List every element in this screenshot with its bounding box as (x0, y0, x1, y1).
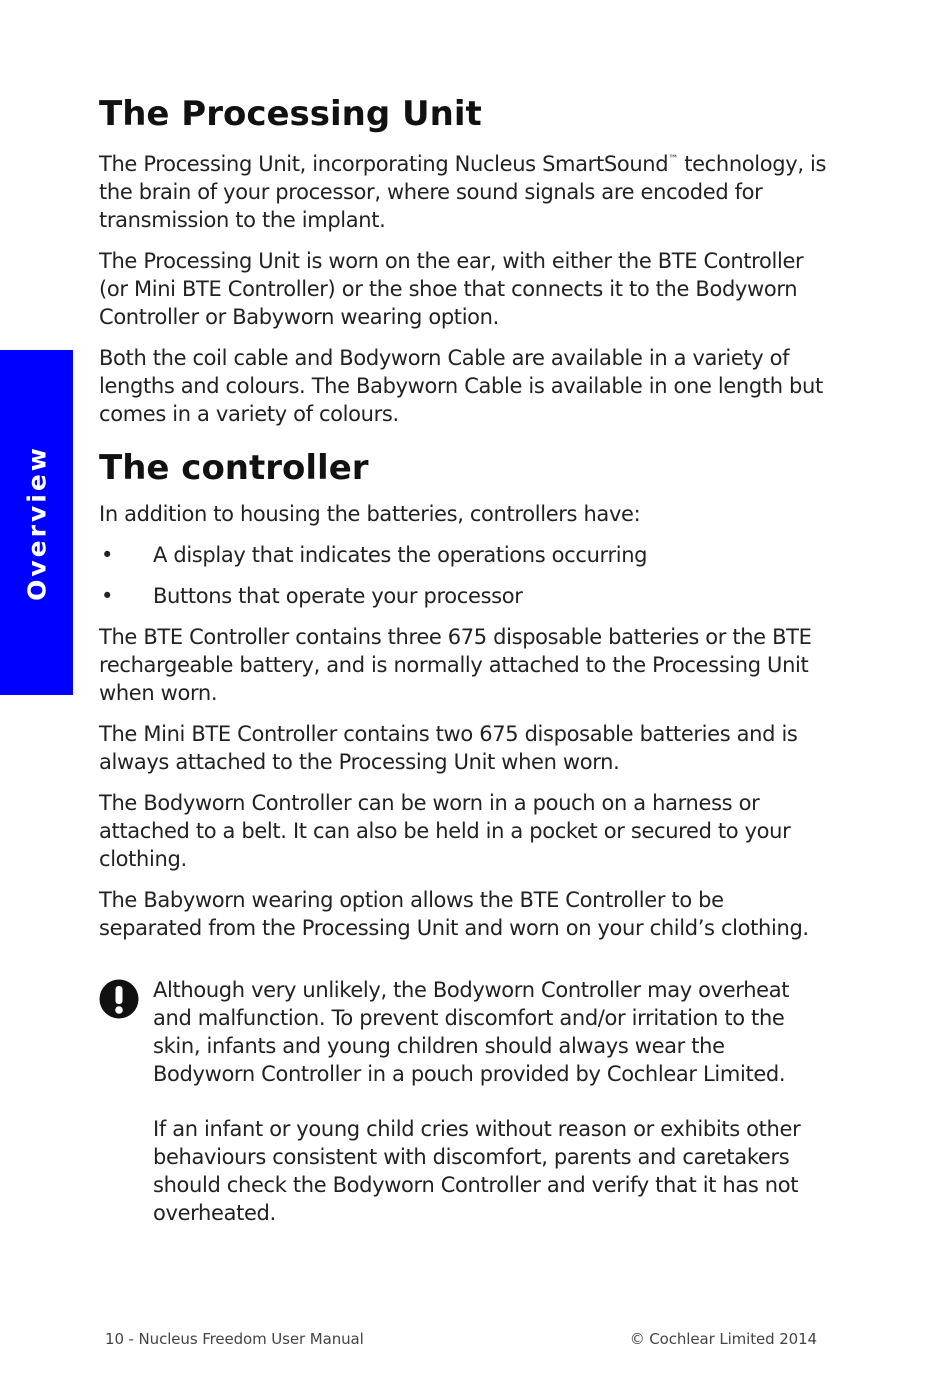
bullet-icon: • (101, 584, 114, 608)
trademark-symbol: ™ (668, 154, 678, 165)
list-item (99, 582, 829, 610)
side-tab-label: Overview (22, 444, 51, 601)
paragraph-controller-intro: In addition to housing the batteries, controllers have: (99, 502, 641, 526)
page-content (99, 92, 829, 1254)
list-item-text: Buttons that operate your processor (153, 584, 523, 608)
paragraph-bodyworn-controller: The Bodyworn Controller can be worn in a pouch on a harness or attached to a belt. It can also be held in a pocket or secured to your clothing. (99, 791, 791, 871)
paragraph-processing-unit-wear: The Processing Unit is worn on the ear, with either the BTE Controller (or Mini BTE Controller) or the shoe that connects it to the Bodyworn Controller or Babyworn wearing option. (99, 249, 804, 329)
paragraph-text: The Processing Unit, incorporating Nucleus SmartSound (99, 152, 669, 176)
list-item-text: A display that indicates the operations occurring (153, 543, 648, 567)
bullet-icon: • (101, 543, 114, 567)
warning-callout (99, 976, 829, 1227)
section-side-tab (0, 350, 73, 695)
paragraph-text: technology, is the brain of your processor, where sound signals are encoded for transmission to the implant. (99, 152, 827, 232)
heading-processing-unit: The Processing Unit (99, 94, 482, 134)
list-item (99, 541, 829, 569)
heading-controller: The controller (99, 448, 369, 488)
paragraph-processing-unit-intro (99, 146, 829, 234)
warning-text-overheat: Although very unlikely, the Bodyworn Controller may overheat and malfunction. To prevent discomfort and/or irritation to the skin, infants and young children should always wear the Bodyworn Controller in a pouch provided by Cochlear Limited. (153, 978, 790, 1086)
warning-text-infant: If an infant or young child cries without reason or exhibits other behaviours consistent with discomfort, parents and caretakers should check the Bodyworn Controller and verify that it has not overheated. (153, 1117, 801, 1225)
exclamation-icon (99, 979, 139, 1019)
footer-page-label: 10 - Nucleus Freedom User Manual (105, 1330, 364, 1348)
paragraph-mini-bte-controller: The Mini BTE Controller contains two 675 disposable batteries and is always attached to the Processing Unit when worn. (99, 722, 798, 774)
controller-feature-list (99, 541, 829, 610)
paragraph-cables: Both the coil cable and Bodyworn Cable are available in a variety of lengths and colours. The Babyworn Cable is available in one length but comes in a variety of colours. (99, 346, 823, 426)
paragraph-bte-controller: The BTE Controller contains three 675 disposable batteries or the BTE rechargeable battery, and is normally attached to the Processing Unit when worn. (99, 625, 812, 705)
footer-copyright: © Cochlear Limited 2014 (629, 1330, 817, 1348)
paragraph-babyworn-option: The Babyworn wearing option allows the BTE Controller to be separated from the Processing Unit and worn on your child’s clothing. (99, 888, 809, 940)
